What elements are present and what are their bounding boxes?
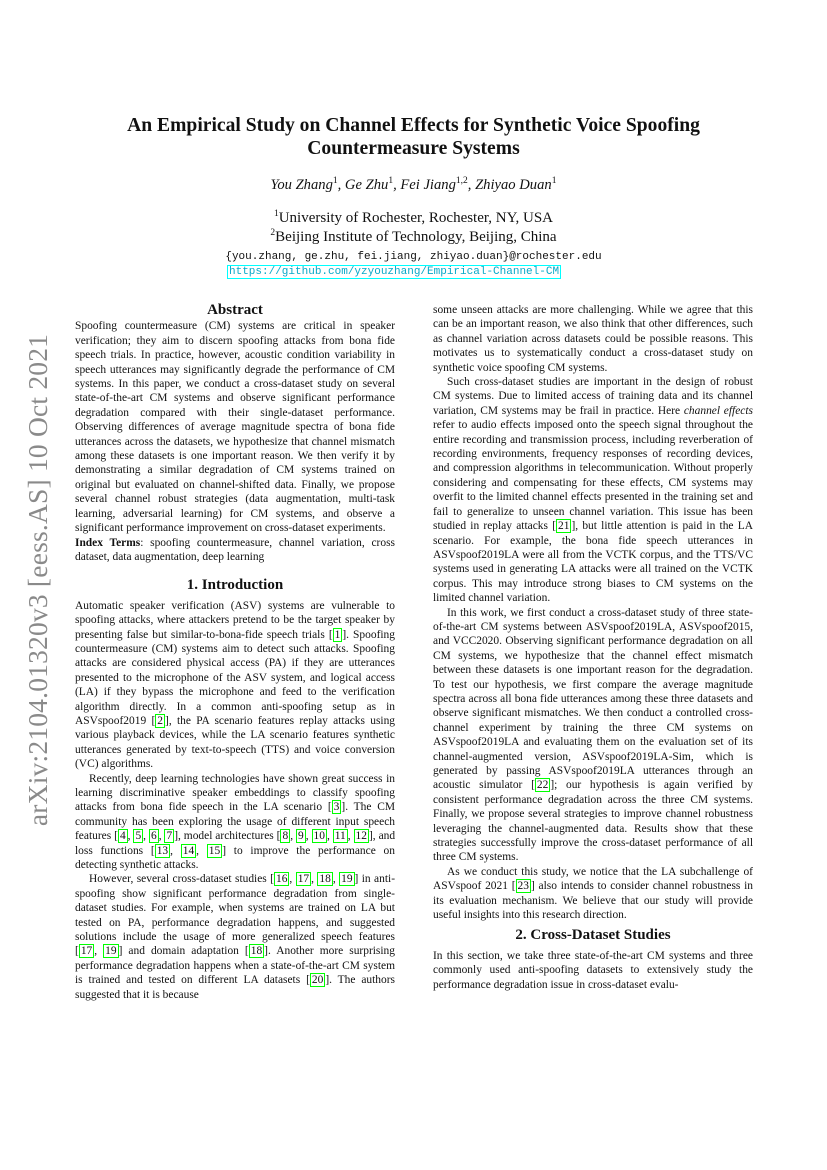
citation-group: [ 22 ] (531, 779, 555, 792)
github-link[interactable]: https://github.com/yzyouzhang/Empirical-Channel-CM (229, 266, 560, 278)
author-separator: , (337, 176, 345, 193)
author-affiliation-mark: 1 (388, 176, 394, 186)
citation-group: [ 17 , 19 ] (75, 945, 123, 958)
paragraph: Recently, deep learning technologies have shown great success in learning discriminative speaker embeddings to classify spoofing attacks from bona fide speech in the LA scenario [ 3 ]. The CM community has been exploring the usage of different input speech features [ 4 , 5 , 6 , 7 ], model architectures [ 8 , 9 , 10 , 11 , 12 ], and loss functions [ 13 , 14 , 15 ] to improve the performance on detecting synthetic attacks. (75, 772, 396, 872)
citation-group: [ 20 ] (306, 974, 330, 987)
citation-link[interactable]: 15 (208, 844, 221, 857)
paragraph: In this work, we first conduct a cross-dataset study of three state-of-the-art CM systems between ASVspoof2019LA, ASVspoof2015, and VCC2020. Observing significant performance degradation on all CM systems, we hypothesize that the channel effect mismatch between these datasets is one important reason for the degradation. To test our hypothesis, we first compare the average magnitude spectra across all bona fide utterances among these three datasets and observe significant mismatches. We then conduct a controlled cross-channel experiment by training the three CM systems on ASVspoof2019LA and evaluating them on the evaluation set of its channel-augmented version, ASVspoof2019LA-Sim, which is generated by passing ASVspoof2019LA utterances through an acoustic simulator [ 22 ]; our hypothesis is again verified by consistent performance degradation across the three CM systems. Finally, we propose several strategies to improve channel robustness leveraging the channel-augmented data. Results show that these strategies successfully improve the cross-dataset performance of all three CM systems. (433, 606, 753, 864)
left-column (75, 303, 395, 1002)
citation-link[interactable]: 21 (558, 520, 570, 533)
affiliation-1 (80, 209, 747, 227)
citation-link[interactable]: 1 (334, 628, 341, 641)
citation-group: [ 1 ] (328, 628, 347, 641)
citation-link[interactable]: 20 (311, 974, 324, 987)
author: Ge Zhu (344, 176, 389, 193)
paragraph: In this section, we take three state-of-the-art CM systems and three commonly used anti-spoofing datasets to extensively study the performance degradation issue in cross-dataset evalu- (433, 949, 753, 991)
section-heading: Abstract (207, 302, 263, 318)
citation-link[interactable]: 19 (341, 873, 353, 886)
citation-link[interactable]: 23 (517, 880, 529, 893)
citation-link[interactable]: 18 (250, 945, 263, 958)
author-emails: {you.zhang, ge.zhu, fei.jiang, zhiyao.duan}@rochester.edu (225, 251, 602, 263)
citation-link[interactable]: 2 (157, 714, 163, 727)
citation-link[interactable]: 4 (119, 830, 126, 843)
paragraph: Automatic speaker verification (ASV) systems are vulnerable to spoofing attacks, where attackers pretend to be the target speaker by presenting false but similar-to-bona-fide speech trials [ 1 ]. Spoofing countermeasure (CM) systems aim to detect such attacks. Spoofing attacks are considered physical access (PA) if they are utterances presented to the microphone of the ASV system, and logical access (LA) if they bypass the microphone and feed to the verification algorithm directly. In a common anti-spoofing setup as in ASVspoof2019 [ 2 ], the PA scenario features replay attacks using various playback devices, while the LA scenario features synthetic utterances generated by text-to-speech (TTS) and voice conversion (VC) algorithms. (75, 599, 396, 771)
citation-link[interactable]: 7 (166, 830, 173, 843)
emphasis: channel effects (683, 404, 753, 417)
citation-group: [ 2 ] (151, 714, 169, 727)
author-list (80, 176, 747, 194)
arxiv-identifier: arXiv:2104.01320v3 [eess.AS] 10 Oct 2021 (22, 333, 53, 827)
citation-group: [ 18 ] (244, 945, 268, 958)
author-affiliation-mark: 1 (551, 176, 557, 186)
affiliation-mark: 2 (270, 228, 276, 238)
paragraph: some unseen attacks are more challenging. While we agree that this can be an important reason, we also think that other differences, such as channel variation across datasets could be possible reasons. This motivates us to systematically conduct a cross-dataset study on synthetic voice spoofing CM systems. (433, 304, 753, 374)
citation-link[interactable]: 14 (182, 844, 195, 857)
author-separator: , (467, 176, 476, 193)
title-line-2: Countermeasure Systems (307, 138, 520, 159)
paragraph: Such cross-dataset studies are important in the design of robust CM systems. Due to limited access of training data and its channel variation, CM systems may be frail in practice. Here channel effects refer to audio effects imposed onto the speech signal throughout the entire recording and transmission process, including reverberation of recording environments, frequency responses of recording devices, and compression algorithms in telecommunication. Without properly considering and compensating for these effects, CM systems may overfit to the limited channel effects presented in the training set and fail to generalize to unseen channel variation. This issue has been studied in replay attacks [ 21 ], but little attention is paid in the LA scenario. For example, the bona fide speech utterances in ASVspoof2019LA were all from the VCTK corpus, and the TTS/VC systems used in generating LA attacks were all trained on the VCTK corpus. This may introduce strong biases to CM systems on the limited channel variation. (433, 376, 753, 605)
citation-link[interactable]: 17 (297, 873, 310, 886)
citation-link[interactable]: 8 (282, 830, 289, 843)
paragraph: Spoofing countermeasure (CM) systems are critical in speaker verification; they aim to discern spoofing attacks from bona fide speech trials. In practice, however, acoustic condition variability in speech utterances may significantly degrade the performance of CM systems. In this paper, we conduct a cross-dataset study on several state-of-the-art CM systems and observe significant performance degradation compared with their single-dataset performance. Observing differences of average magnitude spectra of bona fide utterances across the datasets, we hypothesize that channel mismatch among these datasets is one important reason. We then verify it by demonstrating a similar degradation of CM systems trained on original but evaluated on channel-shifted data. Finally, we propose several channel robust strategies (data augmentation, multi-task learning, adversarial learning) for CM systems, and observe a significant performance improvement on cross-dataset experiments. (75, 320, 395, 535)
affiliation-2 (80, 228, 747, 246)
citation-group: [ 8 , 9 , 10 , 11 , 12 ] (276, 830, 373, 843)
citation-link[interactable]: 13 (156, 844, 169, 857)
paragraph: Index Terms: spoofing countermeasure, channel variation, cross dataset, data augmentation, deep learning (75, 536, 395, 563)
author-affiliation-mark: 1,2 (455, 176, 468, 186)
author-affiliation-mark: 1 (332, 176, 338, 186)
citation-link[interactable]: 9 (297, 830, 304, 843)
affiliation-text: Beijing Institute of Technology, Beijing, China (275, 229, 557, 245)
paragraph: As we conduct this study, we notice that the LA subchallenge of ASVspoof 2021 [ 23 ] also intends to consider channel robustness in its evaluation mechanism. We believe that our study will provide useful insights into this research direction. (433, 865, 754, 922)
citation-group: [ 16 , 17 , 18 , 19 ] (270, 873, 359, 886)
citation-link[interactable]: 19 (105, 945, 117, 958)
citation-link[interactable]: 16 (275, 873, 288, 886)
right-column (433, 303, 753, 992)
title-line-1: An Empirical Study on Channel Effects for Synthetic Voice Spoofing (127, 115, 700, 136)
citation-group: [ 13 , 14 , 15 ] (150, 844, 227, 857)
citation-link[interactable]: 22 (536, 779, 549, 792)
author-separator: , (393, 176, 401, 193)
citation-link[interactable]: 5 (135, 830, 142, 843)
section-heading: 2. Cross-Dataset Studies (515, 927, 671, 944)
affiliation-mark: 1 (273, 209, 279, 219)
paper-title (80, 114, 747, 160)
citation-group: [ 4 , 5 , 6 , 7 ] (114, 830, 179, 843)
section-heading: 1. Introduction (186, 577, 284, 594)
paragraph: However, several cross-dataset studies [ 16 , 17 , 18 , 19 ] in anti-spoofing show significant performance degradation from single-dataset studies. For example, when systems are trained on LA but tested on PA, performance degradation happens, and suggested solutions include the usage of more generalized speech features [ 17 , 19 ] and domain adaptation [ 18 ]. Another more surprising performance degradation happens when a state-of-the-art CM system is trained and tested on different LA datasets [ 20 ]. The authors suggested that it is because (75, 873, 396, 1001)
author: You Zhang (270, 176, 333, 193)
citation-group: [ 3 ] (327, 801, 346, 814)
citation-link[interactable]: 18 (319, 873, 331, 886)
citation-link[interactable]: 6 (150, 830, 157, 843)
affiliation-text: University of Rochester, Rochester, NY, USA (278, 210, 554, 226)
citation-group: [ 21 ] (552, 520, 576, 533)
citation-link[interactable]: 17 (80, 945, 93, 958)
citation-link[interactable]: 12 (355, 830, 367, 843)
citation-link[interactable]: 11 (334, 830, 346, 843)
author: Fei Jiang (400, 176, 456, 193)
citation-group: [ 23 ] (511, 880, 535, 893)
citation-link[interactable]: 3 (333, 801, 340, 814)
author: Zhiyao Duan (475, 176, 552, 193)
citation-link[interactable]: 10 (313, 830, 325, 843)
index-terms-label: Index Terms (75, 536, 141, 549)
